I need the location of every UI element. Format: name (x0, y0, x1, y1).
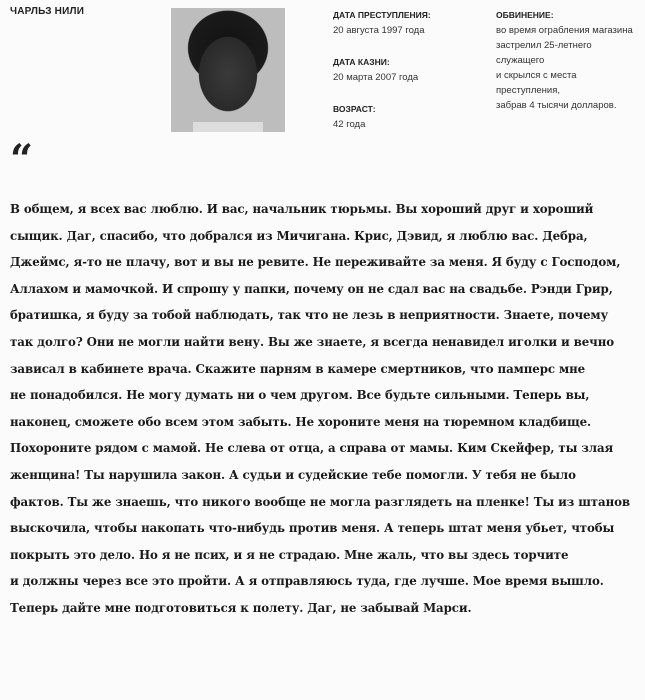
inmate-name: ЧАРЛЬЗ НИЛИ (10, 6, 85, 17)
age-label: ВОЗРАСТ: (333, 104, 376, 114)
statement-line: Аллахом и мамочкой. И спрошу у папки, почему он не сдал вас на свадьбе. Рэнди Грир, (10, 281, 613, 296)
statement-line: выскочила, чтобы накопать что-нибудь против меня. А теперь штат меня убьет, чтобы (10, 521, 615, 536)
statement-line: не понадобился. Не могу думать ни о чем другом. Все будьте сильными. Теперь вы, (10, 388, 590, 403)
charge-line: и скрылся с места преступления, (496, 70, 577, 96)
last-statement (10, 196, 635, 622)
statement-line: Похороните рядом с мамой. Не слева от отца, а справа от мамы. Ким Скейфер, ты злая (10, 441, 614, 456)
charge-line: забрав 4 тысячи долларов. (496, 100, 617, 111)
statement-line: В общем, я всех вас люблю. И вас, начальник тюрьмы. Вы хороший друг и хороший (10, 202, 594, 216)
charge-line: застрелил 25-летнего служащего (496, 40, 592, 66)
age-value: 42 года (333, 119, 366, 130)
execution-date-label: ДАТА КАЗНИ: (333, 57, 390, 67)
statement-line: покрыть это дело. Но я не псих, и я не страдаю. Мне жаль, что вы здесь торчите (10, 547, 569, 562)
statement-line: фактов. Ты же знаешь, что никого вообще не могла разглядеть на пленке! Ты из штанов (10, 494, 630, 509)
statement-line: братишка, я буду за тобой наблюдать, так что не лезь в неприятности. Знаете, почему (10, 308, 609, 323)
statement-line: и должны через все это пройти. А я отправляюсь туда, где лучше. Мое время вышло. (10, 574, 604, 589)
statement-line: зависал в кабинете врача. Скажите парням в камере смертников, что памперс мне (10, 361, 586, 376)
inmate-photo (171, 8, 285, 132)
execution-date-value: 20 марта 2007 года (333, 72, 419, 83)
statement-line: женщина! Ты нарушила закон. А судьи и судейские тебе помогли. У тебя не было (10, 467, 576, 482)
charge-label: ОБВИНЕНИЕ: (496, 10, 554, 20)
statement-line: наконец, сможете обо всем этом забыть. Не хороните меня на тюремном кладбище. (10, 414, 592, 429)
crime-date-value: 20 августа 1997 года (333, 25, 425, 36)
dates-column (333, 8, 483, 132)
statement-line: так долго? Они не могли найти вену. Вы же знаете, я всегда ненавидел иголки и вечно (10, 334, 614, 349)
charge-line: во время ограбления магазина (496, 25, 633, 36)
statement-line: сыщик. Даг, спасибо, что добрался из Мичигана. Крис, Дэвид, я люблю вас. Дебра, (10, 228, 588, 243)
statement-line: Теперь дайте мне подготовиться к полету. Даг, не забывай Марси. (10, 600, 472, 615)
quote-mark-icon: “ (10, 136, 34, 183)
photo-shirt (193, 122, 263, 132)
charge-column (496, 8, 641, 113)
crime-date-label: ДАТА ПРЕСТУПЛЕНИЯ: (333, 10, 431, 20)
statement-line: Джеймс, я-то не плачу, вот и вы не ревите. Не переживайте за меня. Я буду с Господом, (10, 255, 621, 270)
